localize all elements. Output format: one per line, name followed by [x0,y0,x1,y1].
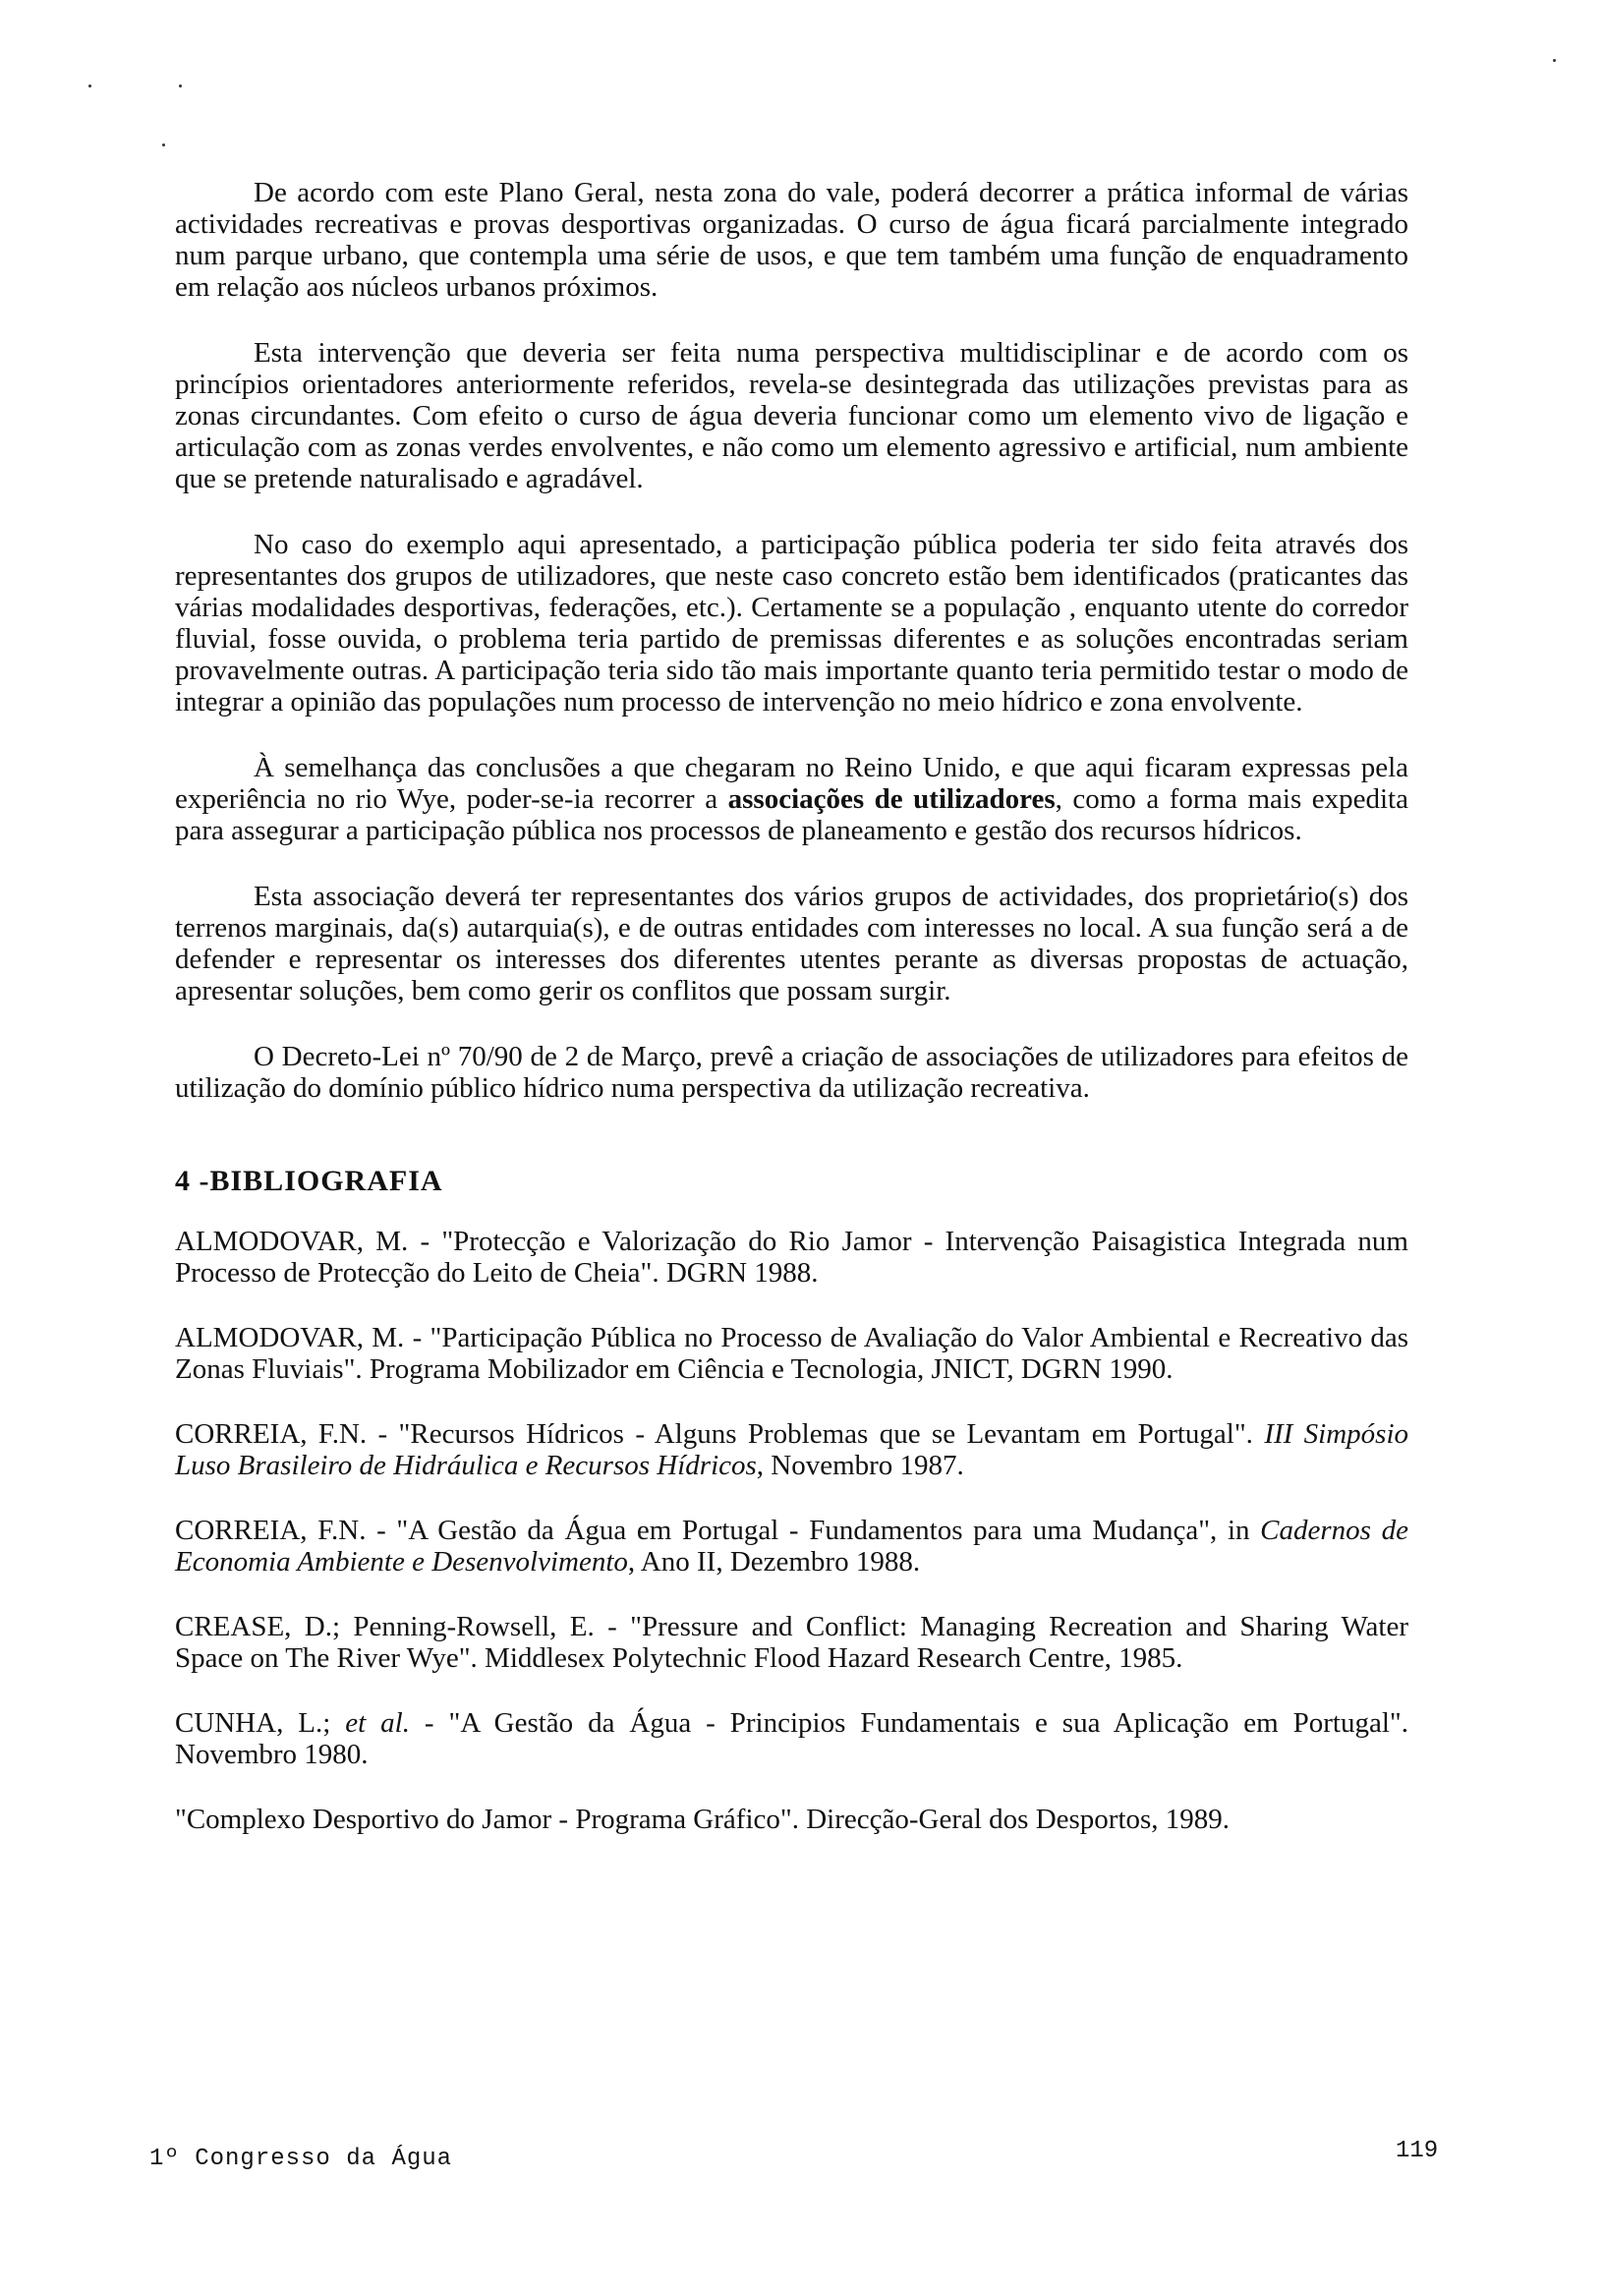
section-heading-bibliografia: 4 -BIBLIOGRAFIA [175,1165,443,1197]
scan-speck [1553,59,1556,62]
scan-speck [88,85,91,87]
associacoes-bold-term: associações de utilizadores [727,783,1056,815]
paragraph-plano-geral: De acordo com este Plano Geral, nesta zona do vale, poderá decorrer a prática informal de várias actividades recreativas e provas desportivas organizadas. O curso de água ficará parcialmente integrado num parque urbano, que contempla uma série de usos, e que tem também uma função de enquadramento em relação aos núcleos urbanos próximos. [175,177,1408,303]
bibliography-entry-text: CORREIA, F.N. - "Recursos Hídricos - Alguns Problemas que se Levantam em Portugal". [175,1418,1265,1450]
footer-congress-name: 1º Congresso da Água [149,2146,453,2172]
bibliography-entry [175,1515,1408,1578]
bibliography-entry-text: CORREIA, F.N. - "A Gestão da Água em Portugal - Fundamentos para uma Mudança", in [175,1515,1261,1546]
bibliography-entry-italic: III Simpósio Luso Brasileiro de Hidráulica e Recursos Hídricos [175,1418,1408,1481]
bibliography-entry: CREASE, D.; Penning-Rowsell, E. - "Pressure and Conflict: Managing Recreation and Sharing Water Space on The River Wye". Middlesex Polytechnic Flood Hazard Research Centre, 1985. [175,1611,1408,1674]
bibliography-entry: "Complexo Desportivo do Jamor - Programa Gráfico". Direcção-Geral dos Desportos, 1989. [175,1804,1231,1835]
bibliography-entry-end: , Novembro 1987. [756,1450,964,1481]
paragraph-associacoes-end: , como a forma mais expedita para assegurar a participação pública nos processos de planeamento e gestão dos recursos hídricos. [175,783,1408,846]
bibliography-entry [175,1418,1408,1481]
paragraph-associacoes [175,752,1408,846]
paragraph-associacao-funcao: Esta associação deverá ter representantes dos vários grupos de actividades, dos proprietário(s) dos terrenos marginais, da(s) autarquia(s), e de outras entidades com interesses no local. A sua função será a de defender e representar os interesses dos diferentes utentes perante as diversas propostas de actuação, apresentar soluções, bem como gerir os conflitos que possam surgir. [175,881,1408,1006]
scan-speck [179,85,182,87]
bibliography-entry [175,1707,1408,1770]
paragraph-decreto-lei: O Decreto-Lei nº 70/90 de 2 de Março, prevê a criação de associações de utilizadores para efeitos de utilização do domínio público hídrico numa perspectiva da utilização recreativa. [175,1041,1408,1104]
bibliography-entry-italic: Cadernos de Economia Ambiente e Desenvolvimento [175,1515,1408,1578]
bibliography-entry-end: , Ano II, Dezembro 1988. [627,1546,921,1578]
scan-speck [162,144,165,146]
bibliography-entry-italic: et al. [345,1707,410,1739]
bibliography-entry-text: CUNHA, L.; [175,1707,346,1739]
bibliography-entry: ALMODOVAR, M. - "Protecção e Valorização do Rio Jamor - Intervenção Paisagistica Integrada num Processo de Protecção do Leito de Cheia". DGRN 1988. [175,1226,1408,1289]
page-number: 119 [1396,2138,1439,2164]
paragraph-participacao-publica: No caso do exemplo aqui apresentado, a participação pública poderia ter sido feita através dos representantes dos grupos de utilizadores, que neste caso concreto estão bem identificados (praticantes das várias modalidades desportivas, federações, etc.). Certamente se a população , enquanto utente do corredor fluvial, fosse ouvida, o problema teria partido de premissas diferentes e as soluções encontradas seriam provavelmente outras. A participação teria sido tão mais importante quanto teria permitido testar o modo de integrar a opinião das populações num processo de intervenção no meio hídrico e zona envolvente. [175,529,1408,718]
paragraph-associacoes-text: À semelhança das conclusões a que chegaram no Reino Unido, e que aqui ficaram expressas pela experiência no rio Wye, poder-se-ia recorrer a [175,752,1408,815]
main-content [175,177,1408,1868]
bibliography-entry: ALMODOVAR, M. - "Participação Pública no Processo de Avaliação do Valor Ambiental e Recreativo das Zonas Fluviais". Programa Mobilizador em Ciência e Tecnologia, JNICT, DGRN 1990. [175,1322,1408,1385]
bibliography-entry-end: - "A Gestão da Água - Principios Fundamentais e sua Aplicação em Portugal". Novembro 1980. [175,1707,1408,1770]
paragraph-intervencao: Esta intervenção que deveria ser feita numa perspectiva multidisciplinar e de acordo com os princípios orientadores anteriormente referidos, revela-se desintegrada das utilizações previstas para as zonas circundantes. Com efeito o curso de água deveria funcionar como um elemento vivo de ligação e articulação com as zonas verdes envolventes, e não como um elemento agressivo e artificial, num ambiente que se pretende naturalisado e agradável. [175,337,1408,494]
